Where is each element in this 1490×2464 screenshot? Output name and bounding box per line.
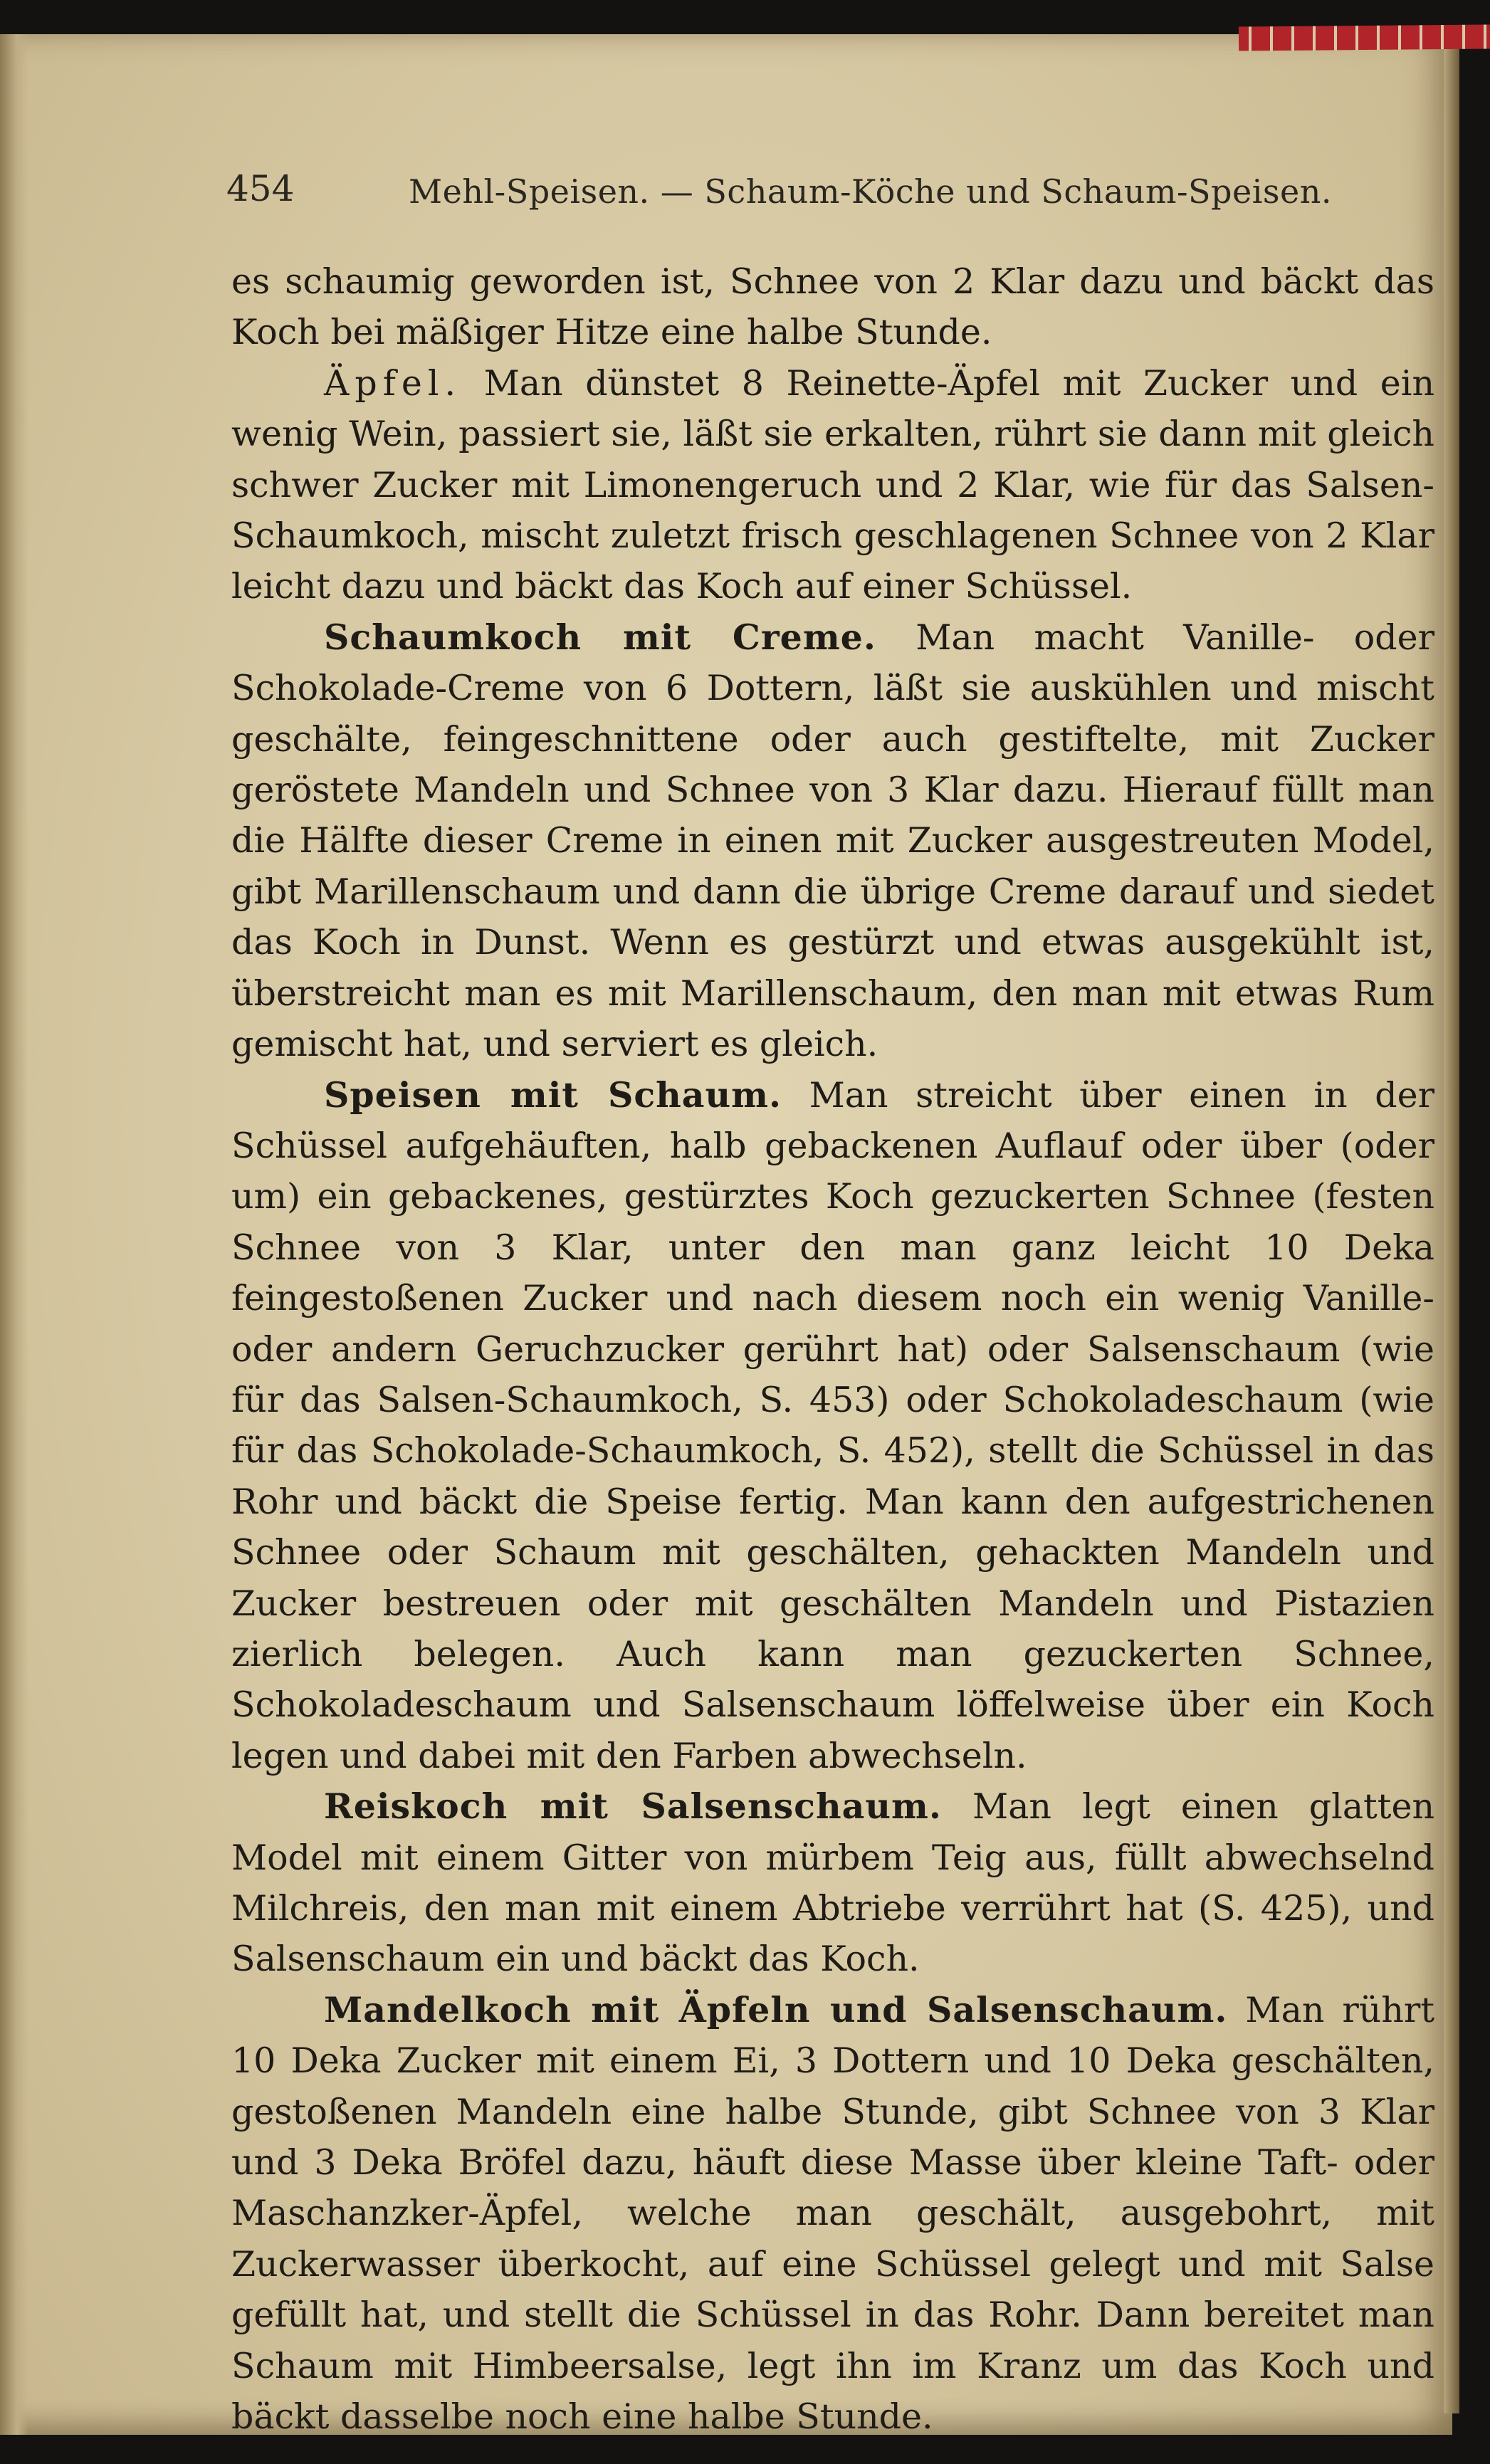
paragraph-text: es schaumig geworden ist, Schnee von 2 Klar dazu und bäckt das Koch bei mäßiger Hitze eine halbe Stunde.	[231, 261, 1434, 353]
section-heading: Äpfel.	[324, 362, 462, 404]
page-header	[226, 168, 1451, 218]
page-edge	[1444, 43, 1459, 2413]
paragraph-text: Man streicht über einen in der Schüssel aufgehäuften, halb gebackenen Auflauf oder über (oder um) ein gebackenes, gestürztes Koch gezuckerten Schnee (festen Schnee von 3 Klar, unter den man ganz leicht 10 Deka feingestoßenen Zucker und nach diesem noch ein wenig Vanille- oder andern Geruchzucker gerührt hat) oder Salsenschaum (wie für das Salsen-Schaumkoch, S. 453) oder Schokoladeschaum (wie für das Schokolade-Schaumkoch, S. 452), stellt die Schüssel in das Rohr und bäckt die Speise fertig. Man kann den aufgestrichenen Schnee oder Schaum mit geschälten, gehackten Mandeln und Zucker bestreuen oder mit geschälten Mandeln und Pistazien zierlich belegen. Auch kann man gezuckerten Schnee, Schokoladeschaum und Salsenschaum löffelweise über ein Koch legen und dabei mit den Farben abwechseln.	[231, 1074, 1435, 1776]
paragraph-reiskoch	[231, 1781, 1434, 1985]
paragraph-schaumkoch-creme	[231, 612, 1434, 1070]
section-heading: Speisen mit Schaum.	[324, 1074, 782, 1116]
paragraph-text: Man macht Vanille- oder Schokolade-Creme von 6 Dottern, läßt sie auskühlen und mischt geschälte, feingeschnittene oder auch gestiftelte, mit Zucker geröstete Mandeln und Schnee von 3 Klar dazu. Hierauf füllt man die Hälfte dieser Creme in einen mit Zucker ausgestreuten Model, gibt Marillenschaum und dann die übrige Creme darauf und siedet das Koch in Dunst. Wenn es gestürzt und etwas ausgekühlt ist, überstreicht man es mit Marillenschaum, den man mit etwas Rum gemischt hat, und serviert es gleich.	[231, 617, 1434, 1065]
paragraph-text: Man legt einen glatten Model mit einem Gitter von mürbem Teig aus, füllt abwechselnd Milchreis, den man mit einem Abtriebe verrührt hat (S. 425), und Salsenschaum ein und bäckt das Koch.	[231, 1786, 1434, 1980]
paragraph-mandelkoch	[231, 1985, 1434, 2443]
paragraph-text: Man dünstet 8 Reinette-Äpfel mit Zucker und ein wenig Wein, passiert sie, läßt sie erkalten, rührt sie dann mit gleich schwer Zucker mit Limonengeruch und 2 Klar, wie für das Salsen-Schaumkoch, mischt zuletzt frisch geschlagenen Schnee von 2 Klar leicht dazu und bäckt das Koch auf einer Schüssel.	[231, 362, 1434, 607]
paragraph-continuation	[231, 256, 1434, 358]
section-heading: Reiskoch mit Salsenschaum.	[324, 1786, 942, 1828]
paragraph-speisen-schaum	[231, 1070, 1434, 1782]
paragraph-aepfel	[231, 358, 1434, 612]
page-body	[231, 256, 1434, 2442]
paragraph-text: Man rührt 10 Deka Zucker mit einem Ei, 3 Dottern und 10 Deka geschälten, gestoßenen Mandeln eine halbe Stunde, gibt Schnee von 3 Klar und 3 Deka Bröfel dazu, häuft diese Masse über kleine Taft- oder Maschanzker-Äpfel, welche man geschält, ausgebohrt, mit Zuckerwasser überkocht, auf eine Schüssel gelegt und mit Salse gefüllt hat, und stellt die Schüssel in das Rohr. Dann bereitet man Schaum mit Himbeersalse, legt ihn im Kranz um das Koch und bäckt dasselbe noch eine halbe Stunde.	[231, 1989, 1435, 2438]
bookmark-ribbon	[1239, 24, 1490, 51]
page-binding-shadow	[0, 34, 28, 2435]
section-heading: Mandelkoch mit Äpfeln und Salsenschaum.	[324, 1988, 1228, 2030]
section-heading: Schaumkoch mit Creme.	[324, 616, 876, 658]
running-title: Mehl-Speisen. — Schaum-Köche und Schaum-Speisen.	[409, 172, 1332, 211]
page-number: 454	[226, 168, 295, 209]
